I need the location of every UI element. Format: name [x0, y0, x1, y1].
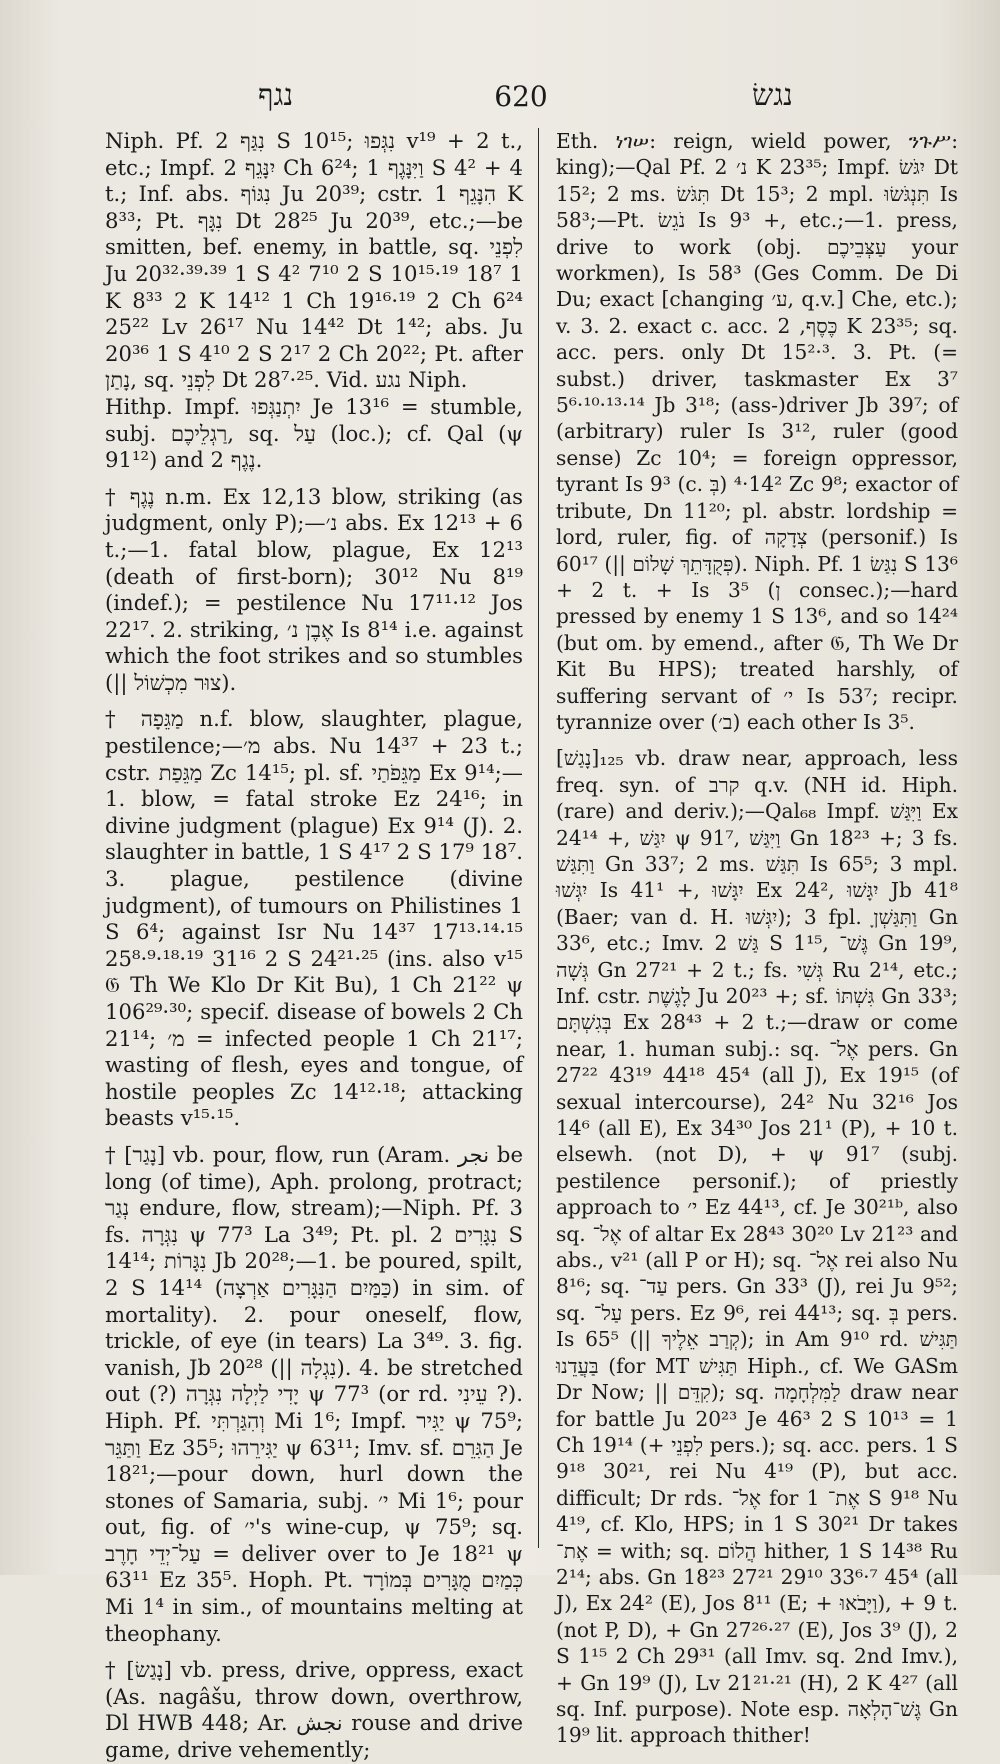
- left-column: [105, 128, 524, 1763]
- entry-paragraph: † [נָגַר] vb. pour, flow, run (Aram. نجر be long (of time), Aph. prolong, protract; נְגַר endure, flow, stream);—Niph. Pf. 3 fs. נִגְּרָה ψ 77³ La 3⁴⁹; Pt. pl. נִגָּרִים 2 S 14¹⁴; נִגָּרוֹת Jb 20²⁸;—1. be poured, spilt, 2 S 14¹⁴ (כַּמַּיִם הַנִּגָּרִים אַרְצָה) in sim. of mortality). 2. pour oneself, flow, trickle, of eye (in tears) La 3⁴⁹. 3. fig. vanish, Jb 20²⁸ (|| נִגְלָה). 4. be stretched out (?) יָדִי לַיְלָה נִגְּרָה ψ 77³ (or rd. עֵינִי ?). Hiph. Pf. וְהִגַּרְתִּי Mi 1⁶; Impf. יַגִּיר ψ 75⁹; וַתַּגֵּר Ez 35⁵; יַגִּירֵהוּ ψ 63¹¹; Imv. sf. הַגִּרֵם Je 18²¹;—pour down, hurl down the stones of Samaria, subj. י׳ Mi 1⁶; pour out, fig. of י׳'s wine-cup, ψ 75⁹; sq. עַל־יְדֵי חָרֶב = deliver over to Je 18²¹ ψ 63¹¹ Ez 35⁵. Hoph. Pt. כְּמַיִם מֻגָּרִים בְּמוֹרָד Mi 1⁴ in sim., of mountains melting at theophany.: [105, 1141, 524, 1646]
- right-column: [556, 128, 959, 1748]
- entry-paragraph: † מַגֵּפָה n.f. blow, slaughter, plague, pestilence;—מ׳ abs. Nu 14³⁷ + 23 t.; cstr. מַגֵּפַת Zc 14¹⁵; pl. sf. מַגֵּפֹתַי Ex 9¹⁴;—1. blow, = fatal stroke Ez 24¹⁶; in divine judgment (plague) Ex 9¹⁴ (J). 2. slaughter in battle, 1 S 4¹⁷ 2 S 17⁹ 18⁷. 3. plague, pestilence (divine judgment), of tumours on Philistines 1 S 6⁴; against Isr Nu 14³⁷ 17¹³·¹⁴·¹⁵ 25⁸·⁹·¹⁸·¹⁹ 31¹⁶ 2 S 24²¹·²⁵ (ins. also v¹⁵ 𝔊 Th We Klo Dr Kit Bu), 1 Ch 21²² ψ 106²⁹·³⁰; specif. disease of bowels 2 Ch 21¹⁴; מ׳ = infected people 1 Ch 21¹⁷; wasting of flesh, eyes and tongue, of hostile peoples Zc 14¹²·¹⁸; attacking beasts v¹⁵·¹⁵.: [105, 706, 523, 1131]
- entry-paragraph: Eth. ነገሠ: reign, wield power, ንጉሥ: king);—Qal Pf. נ׳ 2 K 23³⁵; Impf. יִגֹּשׂ Dt 15²; 2 ms. תִּגֹּשׂ Dt 15³; 2 mpl. תִּנְגֹּשׂוּ Is 58³;—Pt. נֹגֵשׂ Is 9³ +, etc.;—1. press, drive to work (obj. עַצְּבֵיכֶם your workmen), Is 58³ (Ges Comm. De Di Du; exact [changing ע׳, q.v.] Che, etc.); v. 3. 2. exact c. acc. כֶּסֶף, 2 K 23³⁵; sq. acc. pers. only Dt 15²·³. 3. Pt. (= subst.) driver, taskmaster Ex 3⁷ 5⁶·¹⁰·¹³·¹⁴ Jb 3¹⁸; (ass-)driver Jb 39⁷; of (arbitrary) ruler Is 3¹², ruler (good sense) Zc 10⁴; = foreign oppressor, tyrant Is 9³ (c. בְּ) 14²·⁴ Zc 9⁸; exactor of tribute, Dn 11²⁰; pl. abstr. lordship = lord, ruler, fig. of צְדָקָה (personif.) Is 60¹⁷ (|| פְּקֻדָּתֵךְ שָׁלוֹם). Niph. Pf. נִגַּשׂ 1 S 13⁶ + 2 t. + Is 3⁵ (ן consec.);—hard pressed by enemy 1 S 13⁶, and so 14²⁴ (but om. by emend., after 𝔊, Th We Dr Kit Bu HPS); treated harshly, of suffering servant of י׳ Is 53⁷; recipr. tyrannize over (ב׳) each other Is 3⁵.: [556, 129, 959, 734]
- entry-paragraph: † נֶגֶף n.m. Ex 12,13 blow, striking (as judgment, only P);—נ׳ abs. Ex 12¹³ + 6 t.;—1. fatal blow, plague, Ex 12¹³ (death of first-born); 30¹² Nu 8¹⁹ (indef.); = pestilence Nu 17¹¹·¹² Jos 22¹⁷. 2. striking, אֶבֶן נ׳ Is 8¹⁴ i.e. against which the foot strikes and so stumbles (|| צוּר מִכְשׁוֹל).: [105, 483, 523, 695]
- entry-paragraph: Hithp. Impf. יִתְנַגְּפוּ Je 13¹⁶ = stumble, subj. רַגְלֵיכֶם, sq. עַל (loc.); cf. Qal (ψ 91¹²) and נֶגֶף 2.: [105, 393, 523, 473]
- running-head-right: נגשׂ: [752, 78, 793, 113]
- entry-paragraph: [נָגַשׁ]₁₂₅ vb. draw near, approach, less freq. syn. of קרב q.v. (NH id. Hiph. (rare) and deriv.);—Qal₆₈ Impf. וַיִּגַּשׁ Ex 24¹⁴ +, יִגַּשׁ ψ 91⁷, וַיִּגַּשׁ Gn 18²³ +; 3 fs. וַתִּגַּשׁ Gn 33⁷; 2 ms. תִּגַּשׁ Is 65⁵; 3 mpl. יִגְּשׁוּ Is 41¹ +, יִגָּשׁוּ Ex 24², יִגָּשׁוּ Jb 41⁸ (Baer; van d. H. יִגְּשׁוּ); 3 fpl. וַתִּגַּשְׁןָ Gn 33⁶, etc.; Imv. גַּשׁ 2 S 1¹⁵, גֶּשׁ־ Gn 19⁹, גְּשָׁה Gn 27²¹ + 2 t.; fs. גְּשִׁי Ru 2¹⁴, etc.; Inf. cstr. לָגֶשֶׁת Ju 20²³ +; sf. גִּשְׁתּוֹ Gn 33³; בְּגִשְׁתָּם Ex 28⁴³ + 2 t.;—draw or come near, 1. human subj.: sq. אֶל־ pers. Gn 27²² 43¹⁹ 44¹⁸ 45⁴ (all J), Ex 19¹⁵ (of sexual intercourse), 24² Nu 32¹⁶ Jos 14⁶ (all E), Ex 34³⁰ Jos 21¹ (P), + 10 t. elsewh. (not D), + ψ 91⁷ (subj. pestilence personif.); of priestly approach to י׳ Ez 44¹³, cf. Je 30²¹ᵇ, also sq. אֶל־ of altar Ex 28⁴³ 30²⁰ Lv 21²³ and abs., v²¹ (all P or H); sq. אֶל־ rei also Nu 8¹⁶; sq. עַד־ pers. Gn 33³ (J), rei Ju 9⁵²; sq. עַל־ pers. Ez 9⁶, rei 44¹³; sq. בְּ pers. Is 65⁵ (|| קְרַב אֵלֶיךָ); in Am 9¹⁰ rd. תַּגִּישׁ בַּעֲדֵנוּ (for MT תַּגִּישׁ Hiph., cf. We GASm Dr Now; || קִדֵּם); sq. לַמִּלְחָמָה draw near for battle Ju 20²³ Je 46³ 2 S 10¹³ = 1 Ch 19¹⁴ (+ לִפְנֵי pers.); sq. acc. pers. 1 S 9¹⁸ 30²¹, rei Nu 4¹⁹ (P), but acc. difficult; Dr rds. אֶל־ for אֶת־ 1 S 9¹⁸ Nu 4¹⁹, cf. Klo, HPS; in 1 S 30²¹ Dr takes אֶת־ = with; sq. הֲלוֹם hither, 1 S 14³⁸ Ru 2¹⁴; abs. Gn 18²³ 27²¹ 29¹⁰ 33⁶·⁷ 45⁴ (all J), Ex 24² (E), Jos 8¹¹ (E; + וַיָּבֹאוּ), + 9 t. (not P, D), + Gn 27²⁶·²⁷ (E), Jos 3⁹ (J), 2 S 1¹⁵ 2 Ch 29³¹ (all Imv. sq. 2nd Imv.), + Gn 19⁹ (J), Lv 21²¹·²¹ (H), 2 K 4²⁷ (all sq. Inf. purpose). Note esp. גֶּשׁ־הָלְאָה Gn 19⁹ lit. approach thither!: [556, 746, 959, 1748]
- running-head-left: נגף: [258, 78, 294, 113]
- entry-paragraph: † [נָגַשׂ] vb. press, drive, oppress, exact (As. nagâšu, throw down, overthrow, Dl HWB 448; Ar. نجش rouse and drive game, drive vehemently;: [105, 1657, 523, 1763]
- column-divider: [538, 128, 539, 1548]
- page-number: 620: [494, 80, 548, 113]
- entry-paragraph: Niph. Pf. נִגַּף 2 S 10¹⁵; נִגְּפוּ v¹⁹ + 2 t., etc.; Impf. יִנָּגֵף 2 Ch 6²⁴; וַיִּנָּגֶף 1 S 4² + 4 t.; Inf. abs. נִגּוֹף Ju 20³⁹; cstr. הִנָּגֵף 1 K 8³³; Pt. נִגָּף Dt 28²⁵ Ju 20³⁹, etc.;—be smitten, bef. enemy, in battle, sq. לִפְנֵי Ju 20³²·³⁹·³⁹ 1 S 4² 7¹⁰ 2 S 10¹⁵·¹⁹ 18⁷ 1 K 8³³ 2 K 14¹² 1 Ch 19¹⁶·¹⁹ 2 Ch 6²⁴ 25²² Lv 26¹⁷ Nu 14⁴² Dt 1⁴²; abs. Ju 20³⁶ 1 S 4¹⁰ 2 S 2¹⁷ 2 Ch 20²²; Pt. after נָתַן, sq. לִפְנֵי Dt 28⁷·²⁵. Vid. נגע Niph.: [105, 128, 524, 393]
